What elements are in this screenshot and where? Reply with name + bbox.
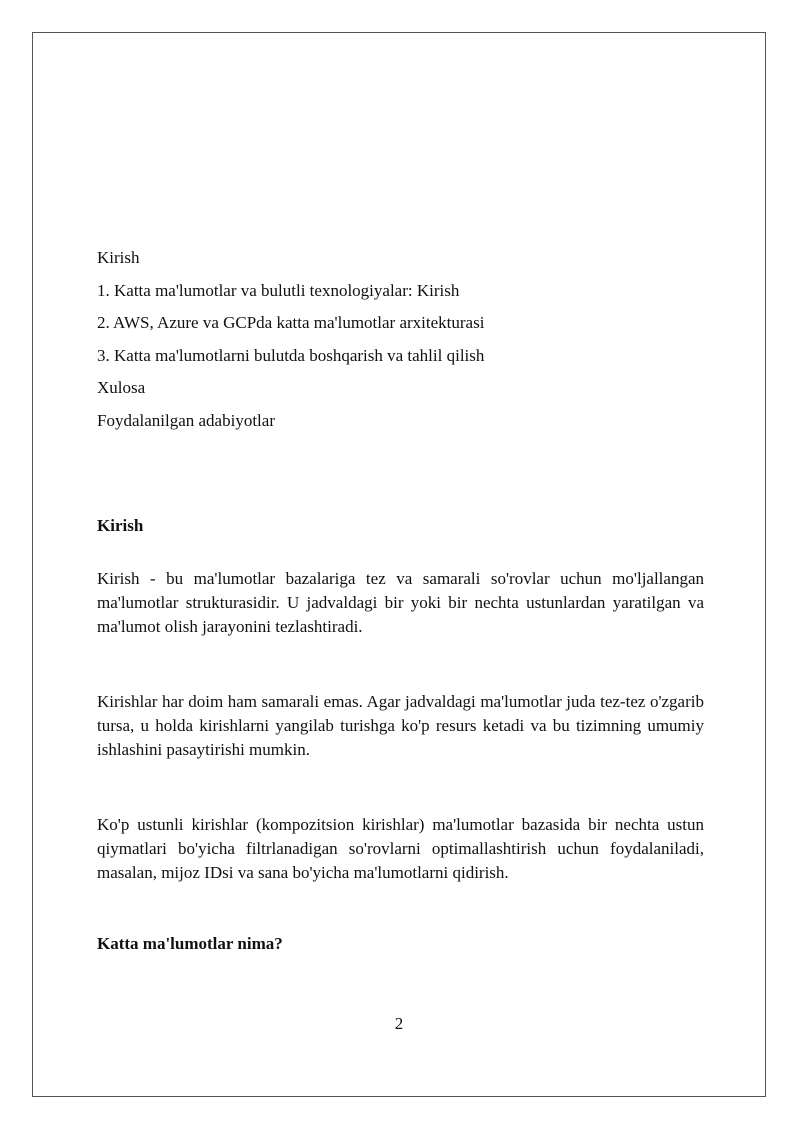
table-of-contents — [97, 242, 704, 437]
page-content — [97, 242, 704, 956]
toc-item-references: Foydalanilgan adabiyotlar — [97, 410, 275, 430]
section-heading-intro: Kirish — [97, 516, 144, 535]
page-number: 2 — [394, 1014, 404, 1033]
toc-item-chapter-1: 1. Katta ma'lumotlar va bulutli texnologiyalar: Kirish — [97, 280, 460, 300]
paragraph-3: Ko'p ustunli kirishlar (kompozitsion kirishlar) ma'lumotlar bazasida bir nechta ustun qiymatlari bo'yicha filtrlanadigan so'rovlarni optimallashtirish uchun foydalaniladi, masalan, mijoz IDsi va sana bo'yicha ma'lumotlarni qidirish. — [97, 815, 704, 882]
toc-item-chapter-3: 3. Katta ma'lumotlarni bulutda boshqarish va tahlil qilish — [97, 345, 485, 365]
paragraph-1: Kirish - bu ma'lumotlar bazalariga tez va samarali so'rovlar uchun mo'ljallangan ma'lumotlar strukturasidir. U jadvaldagi bir yoki bir nechta ustunlardan yaratilgan va ma'lumot olish jarayonini tezlashtiradi. — [97, 569, 704, 636]
toc-item-intro: Kirish — [97, 248, 140, 267]
paragraph-2: Kirishlar har doim ham samarali emas. Agar jadvaldagi ma'lumotlar juda tez-tez o'zgarib tursa, u holda kirishlarni yangilab turishga ko'p resurs ketadi va bu tizimning umumiy ishlashini pasaytirishi mumkin. — [97, 692, 704, 759]
toc-item-chapter-2: 2. AWS, Azure va GCPda katta ma'lumotlar arxitekturasi — [97, 313, 485, 332]
section-heading-big-data: Katta ma'lumotlar nima? — [97, 934, 283, 953]
toc-item-conclusion: Xulosa — [97, 378, 146, 397]
document-page — [32, 32, 766, 1097]
